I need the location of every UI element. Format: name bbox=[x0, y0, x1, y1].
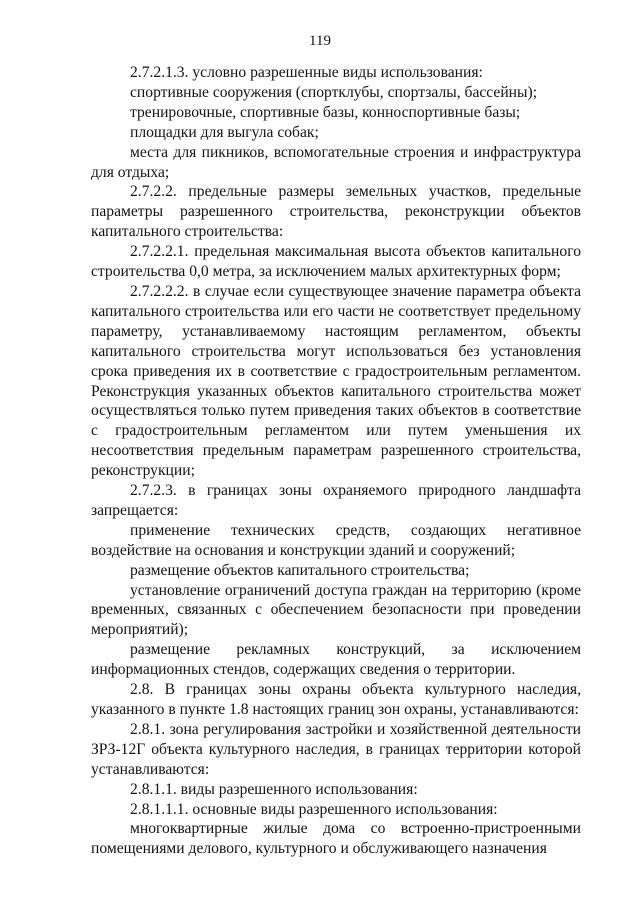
paragraph: 2.7.2.2.1. предельная максимальная высота объектов капитального строительства 0,0 метра, за исключением малых архитектурных форм; bbox=[91, 243, 581, 281]
paragraph: 2.8.1.1.1. основные виды разрешенного использования: bbox=[130, 800, 498, 818]
paragraph: тренировочные, спортивные базы, конноспортивные базы; bbox=[130, 103, 521, 121]
paragraph: 2.8. В границах зоны охраны объекта культурного наследия, указанного в пункте 1.8 настоящих границ зон охраны, устанавливаются: bbox=[91, 681, 581, 718]
paragraph: установление ограничений доступа граждан на территорию (кроме временных, связанных с обеспечением безопасности при проведении мероприятий); bbox=[91, 581, 581, 639]
paragraph: 2.8.1. зона регулирования застройки и хозяйственной деятельности ЗРЗ-12Г объекта культурного наследия, в границах территории которой устанавливаются: bbox=[91, 720, 581, 778]
paragraph: 2.7.2.2. предельные размеры земельных участков, предельные параметры разрешенного строительства, реконструкции объектов капитального строительства: bbox=[91, 183, 581, 241]
paragraph: 2.7.2.3. в границах зоны охраняемого природного ландшафта запрещается: bbox=[91, 482, 581, 519]
paragraph: размещение объектов капитального строительства; bbox=[130, 561, 470, 579]
paragraph: спортивные сооружения (спортклубы, спортзалы, бассейны); bbox=[130, 83, 538, 101]
paragraph: места для пикников, вспомогательные строения и инфраструктура для отдыха; bbox=[91, 143, 581, 181]
page-number: 119 bbox=[309, 33, 331, 49]
paragraph: 2.7.2.2.2. в случае если существующее значение параметра объекта капитального строительства или его части не соответствует предельному параметру, устанавливаемому настоящим регламентом, объекты капитального строительства могут использоваться без установления срока приведения их в соответствие с градостроительным регламентом. Реконструкция указанных объектов капитального строительства может осуществляться только путем приведения таких объектов в соответствие с градостроительным регламентом или путем уменьшения их несоответствия предельным параметрам разрешенного строительства, реконструкции; bbox=[91, 282, 581, 480]
paragraph: применение технических средств, создающих негативное воздействие на основания и конструкции зданий и сооружений; bbox=[91, 521, 581, 559]
paragraph: размещение рекламных конструкций, за исключением информационных стендов, содержащих сведения о территории. bbox=[91, 641, 581, 679]
paragraph: многоквартирные жилые дома со встроенно-пристроенными помещениями делового, культурного и обслуживающего назначения bbox=[91, 820, 581, 858]
paragraph: 2.7.2.1.3. условно разрешенные виды использования: bbox=[130, 64, 483, 81]
paragraph: площадки для выгула собак; bbox=[130, 123, 319, 141]
paragraph: 2.8.1.1. виды разрешенного использования: bbox=[130, 780, 418, 798]
body-text bbox=[91, 63, 581, 859]
